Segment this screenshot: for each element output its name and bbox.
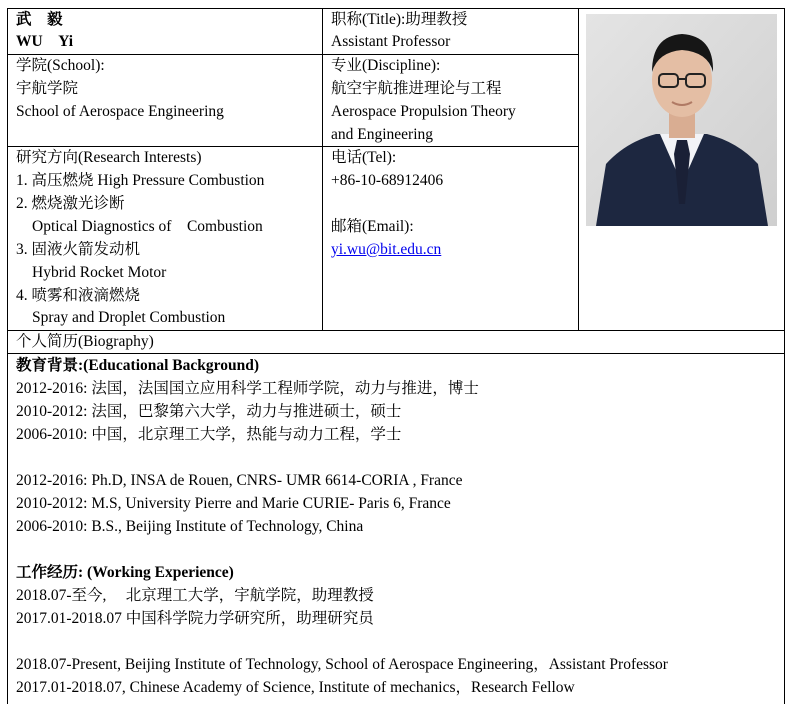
work-item-cn: 2017.01-2018.07 中国科学院力学研究所，助理研究员 xyxy=(16,610,374,627)
title-label: 职称(Title):助理教授 xyxy=(331,11,468,28)
research-item-sub: Spray and Droplet Combustion xyxy=(32,309,226,326)
research-item: 1. 高压燃烧 High Pressure Combustion xyxy=(16,172,265,189)
education-heading: 教育背景:(Educational Background) xyxy=(16,357,260,374)
discipline-cn: 航空宇航推进理论与工程 xyxy=(331,80,502,97)
email-label: 邮箱(Email): xyxy=(331,218,414,235)
work-item-en: 2017.01-2018.07, Chinese Academy of Science, Institute of mechanics，Research Fellow xyxy=(16,679,575,696)
education-item-cn: 2012-2016: 法国，法国国立应用科学工程师学院，动力与推进，博士 xyxy=(16,380,479,397)
row-divider-4 xyxy=(7,353,785,354)
name-english: WU Yi xyxy=(16,33,74,50)
col-divider-2 xyxy=(578,8,579,330)
profile-photo xyxy=(586,14,777,226)
title-value: Assistant Professor xyxy=(331,33,451,50)
email-link[interactable]: yi.wu@bit.edu.cn xyxy=(331,241,442,258)
col-divider-1 xyxy=(322,8,323,330)
work-heading: 工作经历: (Working Experience) xyxy=(16,564,234,581)
school-label: 学院(School): xyxy=(16,57,105,74)
discipline-label: 专业(Discipline): xyxy=(331,57,441,74)
discipline-en-1: Aerospace Propulsion Theory xyxy=(331,103,516,120)
research-item: 3. 固液火箭发动机 xyxy=(16,241,141,258)
table-border-left xyxy=(7,8,8,704)
school-cn: 宇航学院 xyxy=(16,80,79,97)
education-item-en: 2012-2016: Ph.D, INSA de Rouen, CNRS- UMR 6614-CORIA , France xyxy=(16,472,463,489)
school-en: School of Aerospace Engineering xyxy=(16,103,224,120)
name-chinese: 武 毅 xyxy=(16,11,63,28)
work-item-en: 2018.07-Present, Beijing Institute of Technology, School of Aerospace Engineering，Assistant Professor xyxy=(16,656,668,673)
discipline-en-2: and Engineering xyxy=(331,126,434,143)
biography-label: 个人简历(Biography) xyxy=(16,333,154,350)
education-item-en: 2010-2012: M.S, University Pierre and Marie CURIE- Paris 6, France xyxy=(16,495,451,512)
table-border-right xyxy=(784,8,785,704)
tel-label: 电话(Tel): xyxy=(331,149,397,166)
work-item-cn: 2018.07-至今, 北京理工大学，宇航学院，助理教授 xyxy=(16,587,374,604)
research-item: 4. 喷雾和液滴燃烧 xyxy=(16,287,141,304)
education-item-cn: 2010-2012: 法国，巴黎第六大学，动力与推进硕士，硕士 xyxy=(16,403,402,420)
education-item-cn: 2006-2010: 中国，北京理工大学，热能与动力工程，学士 xyxy=(16,426,402,443)
research-item: 2. 燃烧激光诊断 xyxy=(16,195,125,212)
research-item-sub: Hybrid Rocket Motor xyxy=(32,264,167,281)
tel-value: +86-10-68912406 xyxy=(331,172,444,189)
research-item-sub: Optical Diagnostics of Combustion xyxy=(32,218,263,235)
research-label: 研究方向(Research Interests) xyxy=(16,149,202,166)
education-item-en: 2006-2010: B.S., Beijing Institute of Technology, China xyxy=(16,518,364,535)
